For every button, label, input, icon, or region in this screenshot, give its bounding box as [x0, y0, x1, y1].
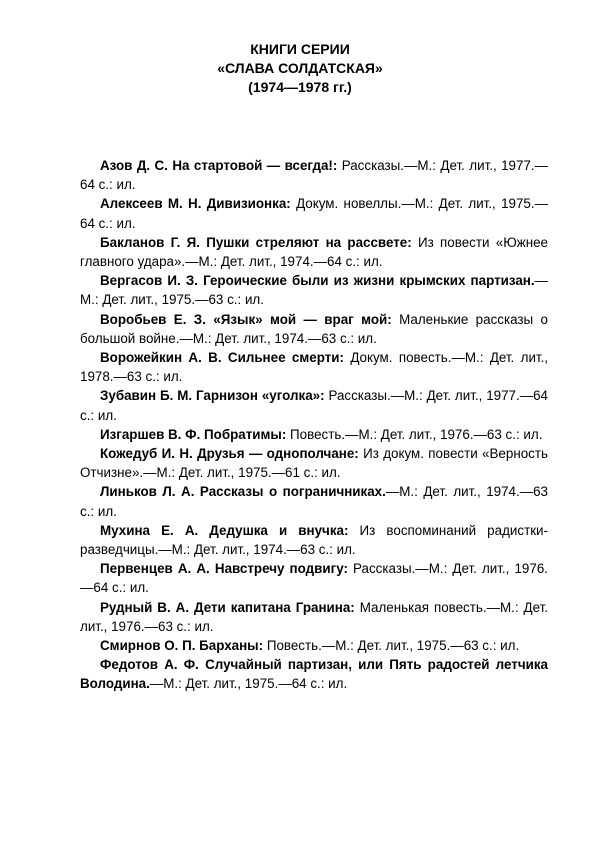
entry-author-title: Мухина Е. А. Дедушка и внучка: — [100, 522, 349, 538]
entry-author-title: Изгаршев В. Ф. Побратимы: — [100, 426, 287, 442]
entry-author-title: Бакланов Г. Я. Пушки стреляют на рассвете: — [100, 234, 412, 250]
entry-details: —М.: Дет. лит., 1975.—63 с.: ил. — [80, 273, 548, 308]
bibliography-entry — [80, 156, 548, 194]
bibliography-entry — [80, 444, 548, 482]
bibliography-entry — [80, 233, 548, 271]
entry-details: Рассказы.—М.: Дет. лит., 1976.—64 с.: ил. — [80, 561, 548, 596]
entry-details: Из повести «Южнее главного удара».—М.: Дет. лит., 1974.—64 с.: ил. — [80, 234, 548, 270]
bibliography-entry — [80, 425, 548, 444]
page-heading — [0, 40, 600, 97]
bibliography-entry — [80, 636, 548, 655]
bibliography-entry — [80, 194, 548, 232]
bibliography-entry — [80, 348, 548, 386]
heading-line-1: КНИГИ СЕРИИ — [250, 41, 350, 57]
entry-details: Из докум. повести «Верность Отчизне».—М.: Дет. лит., 1975.—61 с.: ил. — [80, 446, 548, 481]
entry-author-title: Воробьев Е. З. «Язык» мой — враг мой: — [100, 311, 392, 327]
bibliography-entry — [80, 598, 548, 636]
bibliography-entry — [80, 386, 548, 424]
entry-author-title: Ворожейкин А. В. Сильнее смерти: — [100, 350, 344, 366]
entry-author-title: Линьков Л. А. Рассказы о пограничниках. — [100, 484, 386, 500]
entry-author-title: Смирнов О. П. Барханы: — [100, 638, 264, 654]
entry-details: Из воспоминаний радистки-разведчицы.—М.: Дет. лит., 1974.—63 с.: ил. — [80, 522, 548, 558]
entry-author-title: Первенцев А. А. Навстречу подвигу: — [100, 561, 348, 577]
entry-details: Рассказы.—М.: Дет. лит., 1977.—64 с.: ил. — [80, 158, 548, 193]
entry-author-title: Вергасов И. З. Героические были из жизни крымских партизан. — [100, 273, 535, 289]
entry-details: —М.: Дет. лит., 1975.—64 с.: ил. — [149, 676, 348, 692]
entry-author-title: Кожедуб И. Н. Друзья — однополчане: — [100, 446, 359, 462]
entry-details: Повесть.—М.: Дет. лит., 1976.—63 с.: ил. — [286, 426, 543, 442]
entry-details: Докум. повесть.—М.: Дет. лит., 1978.—63 с.: ил. — [80, 350, 549, 385]
bibliography-entry — [80, 521, 548, 559]
entry-details: Рассказы.—М.: Дет. лит., 1977.—64 с.: ил. — [80, 388, 548, 423]
entry-details: Маленькие рассказы о большой войне.—М.: Дет. лит., 1974.—63 с.: ил. — [80, 311, 549, 346]
entry-author-title: Алексеев М. Н. Дивизионка: — [100, 196, 291, 212]
entry-author-title: Азов Д. С. На стартовой — всегда!: — [100, 158, 338, 173]
entry-details: —М.: Дет. лит., 1974.—63 с.: ил. — [80, 484, 549, 519]
bibliography-entry — [80, 271, 548, 309]
entry-details: Повесть.—М.: Дет. лит., 1975.—63 с.: ил. — [263, 638, 520, 654]
heading-line-3: (1974—1978 гг.) — [248, 79, 352, 95]
heading-line-2: «СЛАВА СОЛДАТСКАЯ» — [217, 60, 383, 76]
bibliography-entry — [80, 655, 548, 693]
entry-author-title: Рудный В. А. Дети капитана Гранина: — [100, 599, 355, 615]
bibliography-entry — [80, 310, 548, 348]
entry-details: Маленькая повесть.—М.: Дет. лит., 1976.—63 с.: ил. — [80, 599, 548, 634]
entry-details: Докум. новеллы.—М.: Дет. лит., 1975.—64 с.: ил. — [80, 196, 548, 231]
bibliography-entry — [80, 482, 548, 520]
entry-author-title: Федотов А. Ф. Случайный партизан, или Пять радостей летчика Володина. — [80, 657, 548, 692]
entry-author-title: Зубавин Б. М. Гарнизон «уголка»: — [100, 388, 325, 404]
bibliography-list — [80, 156, 548, 694]
bibliography-entry — [80, 559, 548, 597]
